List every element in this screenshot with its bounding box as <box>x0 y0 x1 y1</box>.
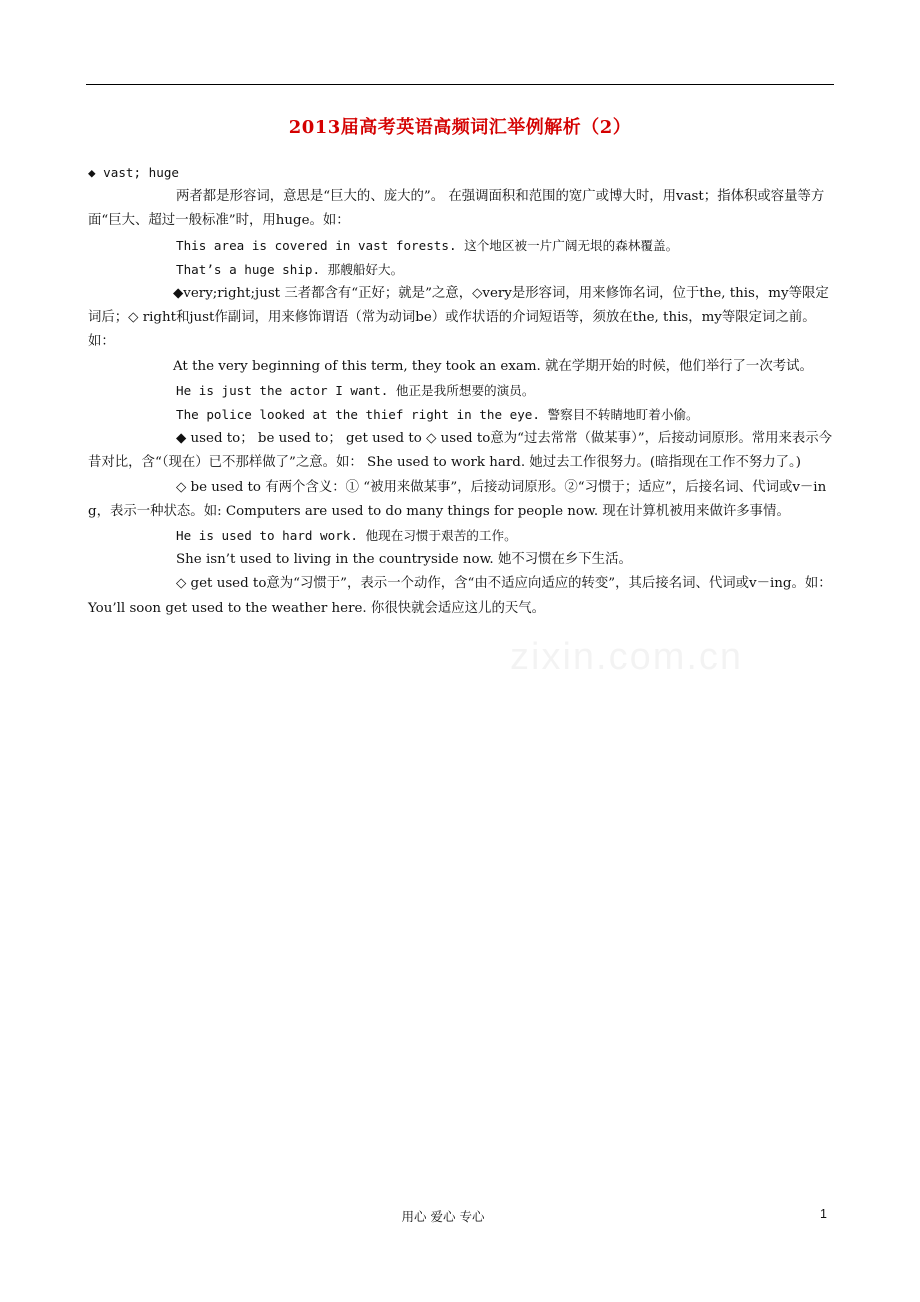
paragraph-vast-huge-heading: ◆ vast; huge <box>88 165 179 180</box>
paragraph-huge-example: That’s a huge ship. 那艘船好大。 <box>176 261 404 277</box>
paragraph-just-example: He is just the actor I want. 他正是我所想要的演员。 <box>176 382 535 398</box>
paragraph-get-used-to: ◇ get used to意为“习惯于”，表示一个动作，含“由不适应向适应的转变”，其后接名词、代词或v－ing。如： You’ll soon get used to the weather here. 你很快就会适应这儿的天气。 <box>88 576 832 616</box>
watermark <box>510 636 743 679</box>
document-body <box>88 161 834 621</box>
paragraph-vast-huge-explanation: 两者都是形容词，意思是“巨大的、庞大的”。 在强调面积和范围的宽广或博大时，用vast；指体积或容量等方面“巨大、超过一般标准”时，用huge。如： <box>88 189 825 229</box>
footer-motto: 用心 爱心 专心 <box>401 1209 485 1224</box>
page-number: 1 <box>820 1207 827 1221</box>
document-title: 2013届高考英语高频词汇举例解析（2） <box>288 117 632 139</box>
paragraph-used-to: ◆ used to； be used to； get used to ◇ used to意为“过去常常（做某事）”，后接动词原形。常用来表示今昔对比，含“（现在）已不那样做了”之意。如： She used to work hard. 她过去工作很努力。(暗指现在工作不努力了。) <box>88 431 833 471</box>
paragraph-very-right-just: ◆very;right;just 三者都含有“正好；就是”之意，◇very是形容词，用来修饰名词，位于the, this，my等限定词后；◇ right和just作副词，用来修饰谓语（常为动词be）或作状语的介词短语等，须放在the, this，my等限定词之前。如： <box>88 286 829 350</box>
paragraph-right-example: The police looked at the thief right in the eye. 警察目不转睛地盯着小偷。 <box>176 407 699 423</box>
paragraph-hard-work-example: He is used to hard work. 他现在习惯于艰苦的工作。 <box>176 528 517 544</box>
paragraph-vast-example: This area is covered in vast forests. 这个地区被一片广阔无垠的森林覆盖。 <box>176 237 679 253</box>
paragraph-be-used-to: ◇ be used to 有两个含义：① “被用来做某事”，后接动词原形。②“习惯于；适应”，后接名词、代词或v－ing，表示一种状态。如: Computers are used to do many things for people now. 现在计算机被用来做许多事情。 <box>88 479 827 519</box>
paragraph-very-example: At the very beginning of this term, they took an exam. 就在学期开始的时候，他们举行了一次考试。 <box>173 358 813 374</box>
paragraph-countryside-example: She isn’t used to living in the countryside now. 她不习惯在乡下生活。 <box>176 552 632 568</box>
header-rule <box>86 84 834 85</box>
